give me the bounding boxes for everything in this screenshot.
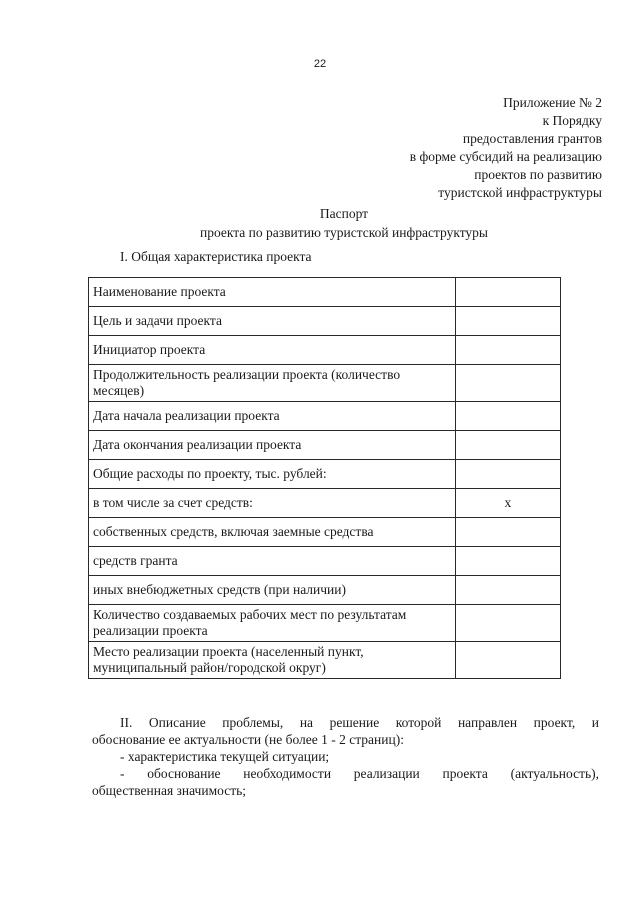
- row-value: [455, 460, 560, 489]
- row-value: [455, 518, 560, 547]
- appendix-line: Приложение № 2: [503, 95, 602, 110]
- row-label: в том числе за счет средств:: [89, 489, 456, 518]
- appendix-line: проектов по развитию: [474, 167, 602, 182]
- passport-title: Паспорт: [319, 206, 369, 221]
- table-row: [89, 336, 561, 365]
- passport-heading: [0, 204, 640, 242]
- section-two: [92, 714, 599, 799]
- appendix-line: в форме субсидий на реализацию: [409, 149, 602, 164]
- row-label: Цель и задачи проекта: [89, 307, 456, 336]
- row-value: [455, 642, 560, 679]
- appendix-line: предоставления грантов: [462, 131, 602, 146]
- section-two-heading: II. Описание проблемы, на решение которой направлен проект, и: [120, 715, 599, 730]
- table-row: [89, 402, 561, 431]
- table-row: [89, 489, 561, 518]
- row-value: [455, 576, 560, 605]
- row-value: [455, 336, 560, 365]
- row-label: Наименование проекта: [89, 278, 456, 307]
- row-label: иных внебюджетных средств (при наличии): [89, 576, 456, 605]
- row-label: Место реализации проекта (населенный пункт, муниципальный район/городской округ): [89, 642, 456, 679]
- passport-table: [88, 277, 561, 679]
- appendix-line: к Порядку: [542, 113, 602, 128]
- row-value: [455, 605, 560, 642]
- row-value: [455, 365, 560, 402]
- table-row: [89, 547, 561, 576]
- row-value: [455, 402, 560, 431]
- row-label: Общие расходы по проекту, тыс. рублей:: [89, 460, 456, 489]
- table-row: [89, 460, 561, 489]
- row-label: Инициатор проекта: [89, 336, 456, 365]
- table-row: [89, 431, 561, 460]
- row-value: [455, 547, 560, 576]
- row-label: Дата окончания реализации проекта: [89, 431, 456, 460]
- table-row: [89, 642, 561, 679]
- bullet-item-continuation: общественная значимость;: [92, 783, 246, 798]
- row-label: средств гранта: [89, 547, 456, 576]
- row-value: [455, 431, 560, 460]
- row-label: Дата начала реализации проекта: [89, 402, 456, 431]
- table-row: [89, 518, 561, 547]
- row-label: собственных средств, включая заемные средства: [89, 518, 456, 547]
- row-value: [455, 307, 560, 336]
- row-label: Количество создаваемых рабочих мест по результатам реализации проекта: [89, 605, 456, 642]
- row-value: [455, 278, 560, 307]
- row-label: Продолжительность реализации проекта (количество месяцев): [89, 365, 456, 402]
- section-two-text: обоснование ее актуальности (не более 1 - 2 страниц):: [92, 732, 404, 747]
- table-row: [89, 365, 561, 402]
- section-one-heading: I. Общая характеристика проекта: [120, 249, 312, 264]
- table-row: [89, 605, 561, 642]
- row-value: х: [455, 489, 560, 518]
- page-number: 22: [313, 58, 327, 70]
- table-row: [89, 576, 561, 605]
- bullet-item: - характеристика текущей ситуации;: [120, 749, 330, 764]
- bullet-item: - обоснование необходимости реализации проекта (актуальность),: [120, 766, 599, 781]
- passport-subtitle: проекта по развитию туристской инфраструктуры: [199, 225, 488, 240]
- appendix-line: туристской инфраструктуры: [438, 185, 602, 200]
- table-row: [89, 278, 561, 307]
- appendix-header: [410, 94, 602, 202]
- table-row: [89, 307, 561, 336]
